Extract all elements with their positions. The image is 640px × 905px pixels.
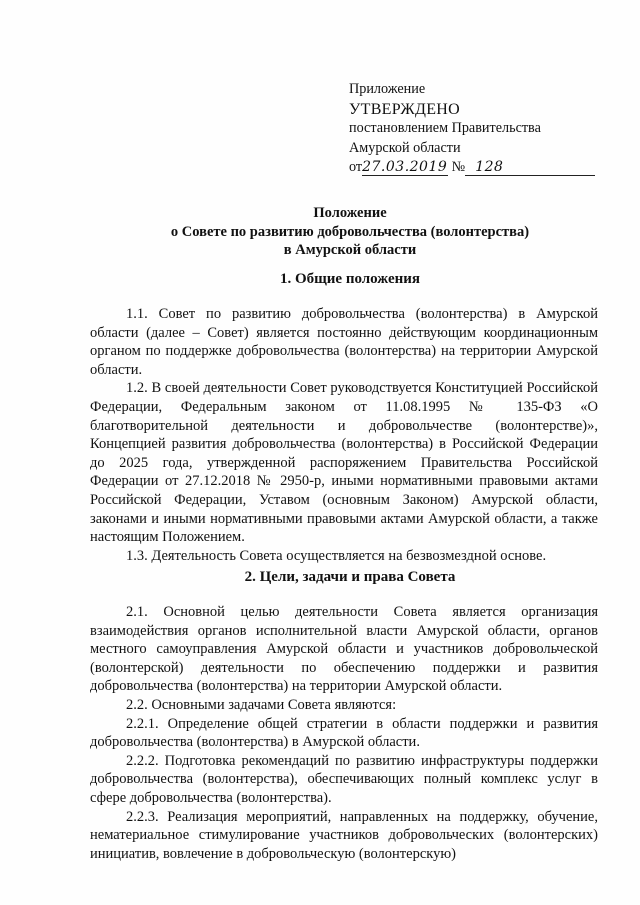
region-label: Амурской области <box>349 139 461 156</box>
title-line-2: о Совете по развитию добровольчества (волонтерства) <box>170 223 530 240</box>
section-1-heading: 1. Общие положения <box>279 271 421 287</box>
handwritten-date: 27.03.2019 <box>362 159 448 175</box>
approval-stamp-block <box>349 80 599 178</box>
title-line-3: в Амурской области <box>283 242 417 258</box>
paragraph-2-1: 2.1. Основной целью деятельности Совета является организация взаимодействия органов исполнительной власти Амурской области, органов местного самоуправления Амурской области и участников добровольческой (волонтерской) деятельности по обеспечению поддержки и развития добровольчества (волонтерства) на территории Амурской области. <box>90 604 598 695</box>
number-prefix: № <box>451 159 466 175</box>
paragraph-2-2-2: 2.2.2. Подготовка рекомендаций по развитию инфраструктуры поддержки добровольчества (волонтерства), обеспечивающих полный комплекс услуг в сфере добровольчества (волонтерства). <box>90 752 598 806</box>
date-field <box>362 159 448 176</box>
paragraph-2-2: 2.2. Основными задачами Совета являются: <box>126 696 397 713</box>
section-2-body <box>90 603 598 863</box>
paragraph-1-2: 1.2. В своей деятельности Совет руководствуется Конституцией Российской Федерации, Федеральным законом от 11.08.1995 № 135-ФЗ «О благотворительной деятельности и добровольчестве (волонтерстве)», Концепцией развития добровольчества (волонтерства) в Российской Федерации до 2025 года, утвержденной распоряжением Правительства Российской Федерации от 27.12.2018 № 2950-р, иными нормативными правовыми актами Российской Федерации, Уставом (основным Законом) Амурской области, законами и иными нормативными правовыми актами Амурской области, а также настоящим Положением. <box>90 380 598 546</box>
date-number-line <box>349 158 599 178</box>
title-line-1: Положение <box>313 205 387 221</box>
paragraph-1-3: 1.3. Деятельность Совета осуществляется на безвозмездной основе. <box>126 547 547 564</box>
paragraph-2-2-1: 2.2.1. Определение общей стратегии в области поддержки и развития добровольчества (волонтерства) в Амурской области. <box>90 715 598 751</box>
document-title <box>90 204 610 260</box>
approved-label: УТВЕРЖДЕНО <box>349 100 461 118</box>
paragraph-1-1: 1.1. Совет по развитию добровольчества (волонтерства) в Амурской области (далее – Совет) является постоянно действующим координационным органом по поддержке добровольчества (волонтерства) на территории Амурской области. <box>90 306 598 378</box>
number-field <box>465 159 595 176</box>
from-prefix: от <box>349 159 363 175</box>
section-2-heading: 2. Цели, задачи и права Совета <box>244 569 456 585</box>
handwritten-number: 128 <box>475 159 504 175</box>
section-1-body <box>90 305 598 565</box>
resolution-label: постановлением Правительства <box>349 120 541 136</box>
appendix-label: Приложение <box>349 81 426 97</box>
paragraph-2-2-3: 2.2.3. Реализация мероприятий, направленных на поддержку, обучение, нематериальное стимулирование участников добровольческих (волонтерских) инициатив, вовлечение в добровольческую (волонтерскую) <box>90 808 598 862</box>
